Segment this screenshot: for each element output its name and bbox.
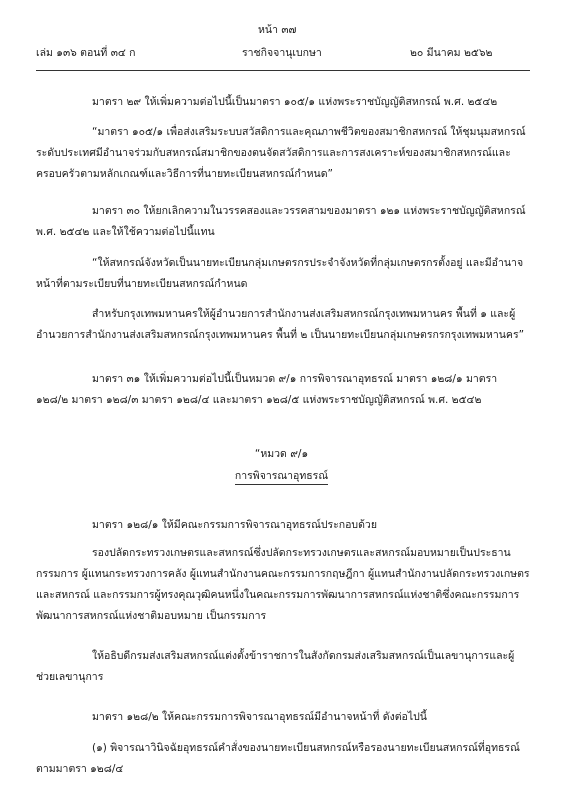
section-128-1: มาตรา ๑๒๘/๑ ให้มีคณะกรรมการพิจารณาอุทธรณ์ประกอบด้วย <box>92 519 377 531</box>
section-29: มาตรา ๒๙ ให้เพิ่มความต่อไปนี้เป็นมาตรา ๑๐๕/๑ แห่งพระราชบัญญัติสหกรณ์ พ.ศ. ๒๕๔๒ <box>92 96 498 108</box>
section-121-para2: “ให้สหกรณ์จังหวัดเป็นนายทะเบียนกลุ่มเกษตรกรประจำจังหวัดที่กลุ่มเกษตรกรตั้งอยู่ และมีอำนาจหน้าที่ตามระเบียบที่นายทะเบียนสหกรณ์กำหนด <box>36 257 524 290</box>
chapter-number: “หมวด ๙/๑ <box>254 448 309 460</box>
chapter-title-line <box>0 466 563 487</box>
publication-date: ๒๐ มีนาคม ๒๕๖๒ <box>410 47 493 59</box>
section-121-para3: สำหรับกรุงเทพมหานครให้ผู้อำนวยการสำนักงานส่งเสริมสหกรณ์กรุงเทพมหานคร พื้นที่ ๑ และผู้อำนวยการสำนักงานส่งเสริมสหกรณ์กรุงเทพมหานคร พื้นที่ ๒ เป็นนายทะเบียนกลุ่มเกษตรกรกรุงเทพมหานคร” <box>36 308 525 341</box>
section-128-2-item-1: (๑) พิจารณาวินิจฉัยอุทธรณ์คำสั่งของนายทะเบียนสหกรณ์หรือรองนายทะเบียนสหกรณ์ที่อุทธรณ์ตามมาตรา ๑๒๘/๔ <box>36 742 520 775</box>
chapter-title: การพิจารณาอุทธรณ์ <box>235 470 328 485</box>
section-31: มาตรา ๓๑ ให้เพิ่มความต่อไปนี้เป็นหมวด ๙/๑ การพิจารณาอุทธรณ์ มาตรา ๑๒๘/๑ มาตรา ๑๒๘/๒ มาตรา ๑๒๘/๓ มาตรา ๑๒๘/๔ และมาตรา ๑๒๘/๕ แห่งพระราชบัญญัติสหกรณ์ พ.ศ. ๒๕๔๒ <box>36 373 498 406</box>
page-number: หน้า ๓๗ <box>258 24 297 36</box>
section-30: มาตรา ๓๐ ให้ยกเลิกความในวรรคสองและวรรคสามของมาตรา ๑๒๑ แห่งพระราชบัญญัติสหกรณ์ พ.ศ. ๒๕๔๒ และให้ใช้ความต่อไปนี้แทน <box>36 205 526 238</box>
section-128-1-para2: ให้อธิบดีกรมส่งเสริมสหกรณ์แต่งตั้งข้าราชการในสังกัดกรมส่งเสริมสหกรณ์เป็นเลขานุการและผู้ช่วยเลขานุการ <box>36 650 515 683</box>
section-128-1-para1: รองปลัดกระทรวงเกษตรและสหกรณ์ซึ่งปลัดกระทรวงเกษตรและสหกรณ์มอบหมายเป็นประธานกรรมการ ผู้แทนกระทรวงการคลัง ผู้แทนสำนักงานคณะกรรมการกฤษฎีกา ผู้แทนสำนักงานปลัดกระทรวงเกษตรและสหกรณ์ และกรรมการผู้ทรงคุณวุฒิคนหนึ่งในคณะกรรมการพัฒนาการสหกรณ์แห่งชาติซึ่งคณะกรรมการพัฒนาการสหกรณ์แห่งชาติมอบหมาย เป็นกรรมการ <box>36 547 530 622</box>
header-rule <box>36 70 530 71</box>
section-105-1-text: “มาตรา ๑๐๕/๑ เพื่อส่งเสริมระบบสวัสดิการและคุณภาพชีวิตของสมาชิกสหกรณ์ ให้ชุมนุมสหกรณ์ระดับประเทศมีอำนาจร่วมกับสหกรณ์สมาชิกของตนจัดสวัสดิการและการสงเคราะห์ของสมาชิกสหกรณ์และครอบครัวตามหลักเกณฑ์และวิธีการที่นายทะเบียนสหกรณ์กำหนด” <box>36 126 526 180</box>
gazette-name: ราชกิจจานุเบกษา <box>242 47 322 59</box>
section-128-2: มาตรา ๑๒๘/๒ ให้คณะกรรมการพิจารณาอุทธรณ์มีอำนาจหน้าที่ ดังต่อไปนี้ <box>92 711 427 723</box>
volume-issue: เล่ม ๑๓๖ ตอนที่ ๓๔ ก <box>36 47 136 59</box>
